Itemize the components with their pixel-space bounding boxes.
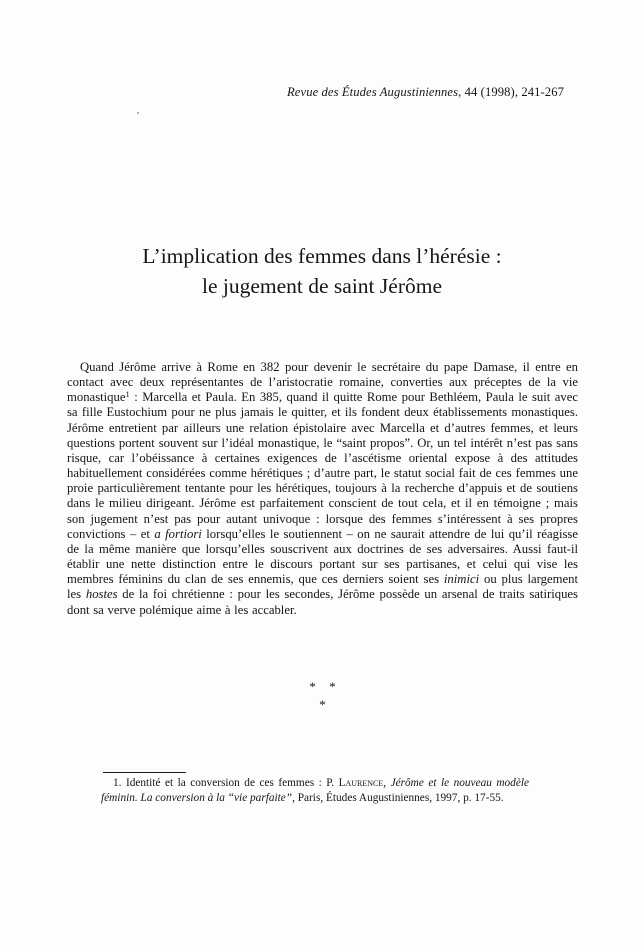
paragraph-segment: lorsqu’elles le soutiennent – on ne saurait attendre de lui qu’il réagisse de la même manière que lorsqu’elles souscrivent aux doctrines de ses adversaires. Aussi faut-il établir une nette distinction entre le discours portant sur ses partisanes, et celui qui vise les membres féminins du clan de ses ennemis, que ces derniers soient ses	[67, 526, 578, 587]
footnote-separator-rule	[103, 772, 186, 773]
footnote-segment: , Paris, Études Augustiniennes, 1997, p. 17-55.	[292, 791, 504, 804]
footnote-author-smallcaps: Laurence	[338, 777, 384, 789]
paragraph-segment: Quand Jérôme arrive à Rome en 382 pour devenir le secrétaire du pape Damase, il entre en contact avec deux représentantes de l’aristocratie romaine, converties aux préceptes de la vie monastique	[67, 360, 578, 405]
footnote-1	[101, 776, 529, 805]
article-title-line2: le jugement de saint Jérôme	[201, 274, 442, 298]
latin-phrase-a-fortiori: a fortiori	[154, 526, 202, 541]
latin-word-inimici: inimici	[443, 572, 480, 587]
running-head	[67, 85, 564, 100]
footnote-number: 1.	[113, 777, 122, 789]
footnote-work-title: Jérôme et le nouveau modèle féminin. La conversion à la “vie parfaite”	[101, 777, 529, 804]
divider-asterisks-top: * *	[309, 679, 336, 694]
article-title	[66, 241, 578, 301]
journal-citation: , 44 (1998), 241-267	[458, 85, 564, 99]
article-title-line1: L’implication des femmes dans l’hérésie :	[142, 244, 502, 268]
journal-name: Revue des Études Augustiniennes	[287, 85, 459, 99]
divider-asterisk-bottom: *	[319, 697, 326, 712]
paragraph-segment: : Marcella et Paula. En 385, quand il quitte Rome pour Bethléem, Paula le suit avec sa fille Eustochium pour ne plus jamais le quitter, et ils fondent deux établissements monastiques. Jérôme entretient par ailleurs une relation épistolaire avec Marcella et d’autres femmes, et leurs questions portent souvent sur l’idéal monastique, le “saint propos”. Or, un tel intérêt n’est pas sans risque, car l’obéissance à certaines exigences de l’ascétisme oriental expose à des attitudes habituellement considérées comme hérétiques ; d’autre part, le statut social fait de ces femmes une proie particulièrement tentante pour les hérétiques, toujours à la recherche d’appuis et de soutiens dans le milieu dirigeant. Jérôme est parfaitement conscient de tout cela, et il en témoigne ; mais son jugement n’est pas pour autant univoque : lorsque des femmes s’intéressent à ses propres convictions – et	[67, 390, 578, 541]
footnote-reference-1: 1	[125, 389, 130, 400]
footnote-segment: ,	[383, 777, 391, 789]
scan-speck	[137, 112, 139, 114]
paragraph-segment: ou plus largement les	[67, 572, 578, 602]
footnote-segment: Identité et la conversion de ces femmes : P.	[121, 777, 339, 789]
paragraph-segment: de la foi chrétienne : pour les secondes, Jérôme possède un arsenal de traits satiriques dont sa verve polémique aime à les accabler.	[67, 587, 578, 617]
intro-paragraph	[67, 360, 578, 618]
section-divider-asterisks	[67, 678, 578, 714]
latin-word-hostes: hostes	[85, 587, 118, 602]
